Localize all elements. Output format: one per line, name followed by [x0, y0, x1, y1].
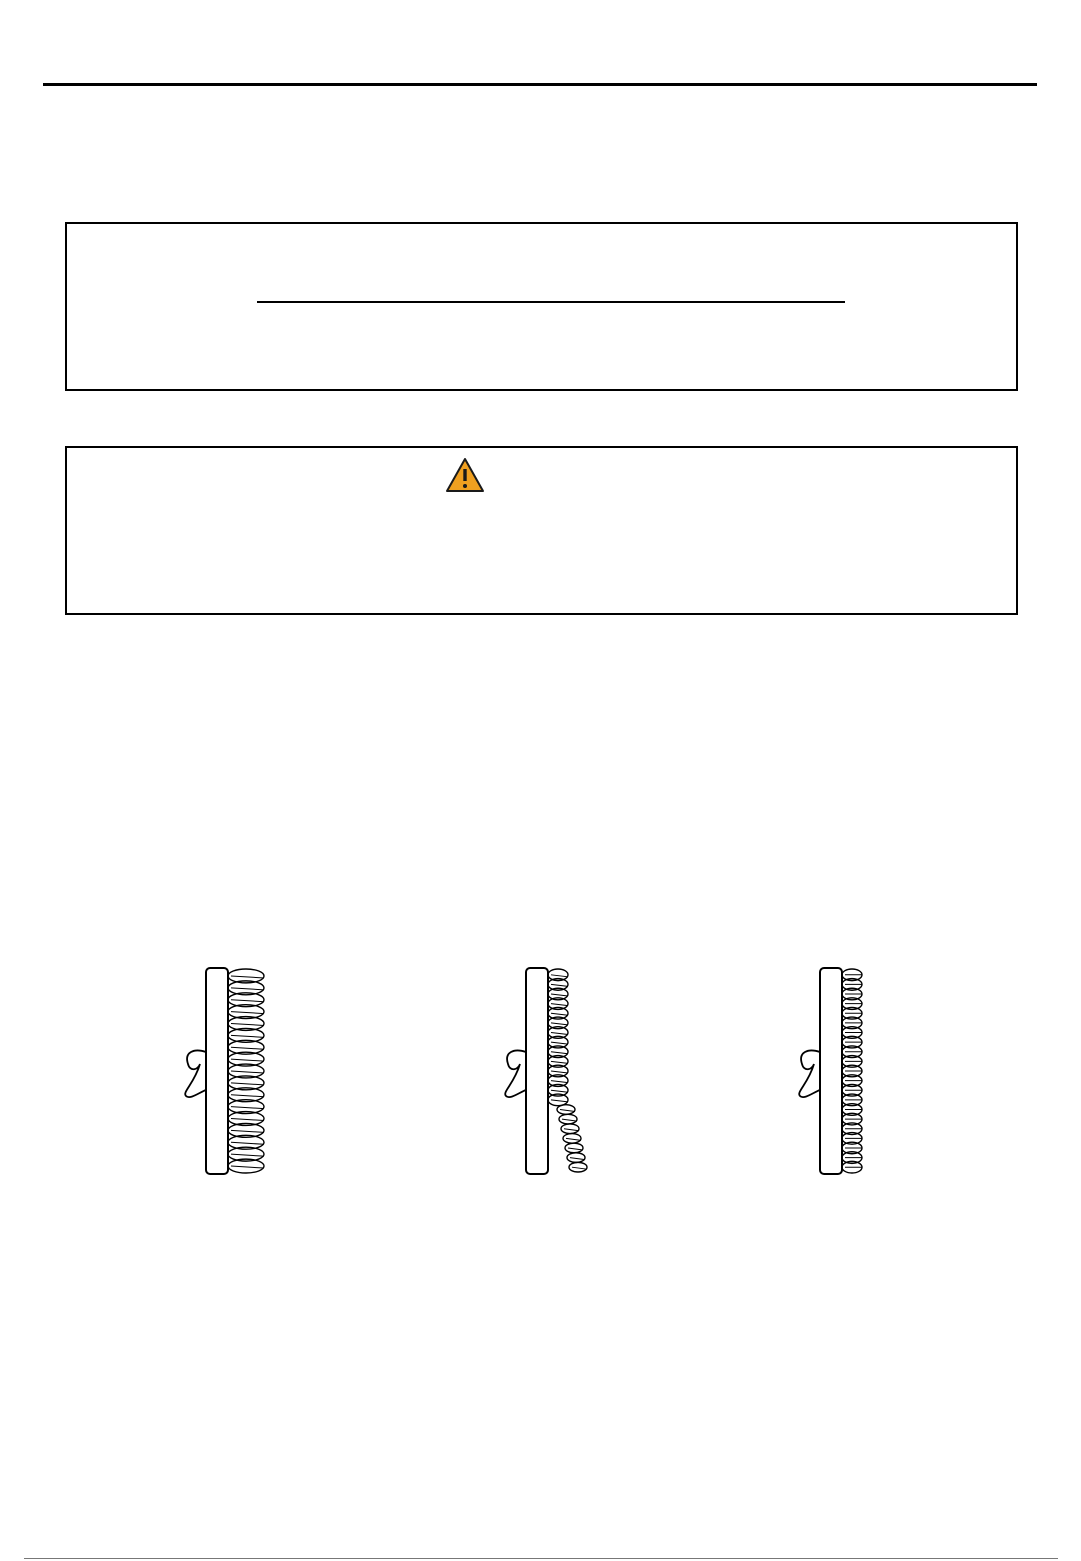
tooth-edge	[231, 1035, 264, 1037]
tooth-edge	[551, 1004, 568, 1006]
cutter-thin-figure	[786, 960, 896, 1182]
warning-box	[65, 446, 1018, 615]
tooth-edge	[231, 1047, 264, 1049]
tooth-edge	[551, 984, 568, 986]
tooth-edge	[231, 1107, 264, 1109]
tooth-edge	[231, 1012, 264, 1014]
cutter-tooth	[569, 1162, 587, 1172]
tooth-edge	[562, 1119, 577, 1121]
tooth-edge	[551, 1100, 568, 1102]
tooth-edge	[560, 1109, 575, 1111]
cutter-tooth	[559, 1114, 577, 1124]
tooth-edge	[231, 1095, 264, 1097]
cutter-body	[206, 968, 228, 1174]
tooth-edge	[231, 1142, 264, 1144]
tooth-edge	[570, 1158, 585, 1160]
cutter-body	[526, 968, 548, 1174]
tooth-edge	[231, 1071, 264, 1073]
tooth-edge	[231, 1166, 264, 1168]
cutter-tooth	[567, 1153, 585, 1163]
tooth-edge	[231, 988, 264, 990]
tooth-edge	[551, 1061, 568, 1063]
tooth-edge	[551, 1023, 568, 1025]
tooth-edge	[551, 1071, 568, 1073]
tooth-edge	[551, 1033, 568, 1035]
cutter-handle	[185, 1051, 206, 1098]
cutter-worn-figure	[492, 960, 602, 1182]
tooth-edge	[231, 1083, 264, 1085]
tooth-edge	[551, 1052, 568, 1054]
tooth-edge	[568, 1148, 583, 1150]
notice-box	[65, 222, 1018, 391]
cutter-tooth	[561, 1124, 579, 1134]
cutter-tooth	[565, 1143, 583, 1153]
cutter-handle	[505, 1051, 526, 1098]
tooth-edge	[572, 1167, 587, 1169]
tooth-edge	[551, 994, 568, 996]
tooth-edge	[551, 1042, 568, 1044]
notice-underline	[257, 301, 845, 303]
cutter-normal-illustration	[172, 960, 282, 1182]
tooth-edge	[231, 976, 264, 978]
tooth-edge	[551, 975, 568, 977]
tooth-edge	[231, 1000, 264, 1002]
cutter-tooth	[557, 1105, 575, 1115]
cutter-handle	[799, 1051, 820, 1098]
cutter-normal-figure	[172, 960, 282, 1182]
cutter-tooth	[563, 1134, 581, 1144]
tooth-edge	[231, 1059, 264, 1061]
warning-triangle-icon	[445, 457, 485, 493]
cutter-worn-illustration	[492, 960, 602, 1182]
tooth-edge	[231, 1023, 264, 1025]
footer-rule	[24, 1558, 1058, 1559]
tooth-edge	[551, 1081, 568, 1083]
tooth-edge	[551, 1013, 568, 1015]
tooth-edge	[231, 1154, 264, 1156]
tooth-edge	[231, 1130, 264, 1132]
cutter-thin-illustration	[786, 960, 896, 1182]
tooth-edge	[564, 1129, 579, 1131]
cutter-body	[820, 968, 842, 1174]
tooth-edge	[231, 1119, 264, 1121]
tooth-edge	[566, 1138, 581, 1140]
tooth-edge	[551, 1090, 568, 1092]
header-rule	[43, 83, 1037, 86]
